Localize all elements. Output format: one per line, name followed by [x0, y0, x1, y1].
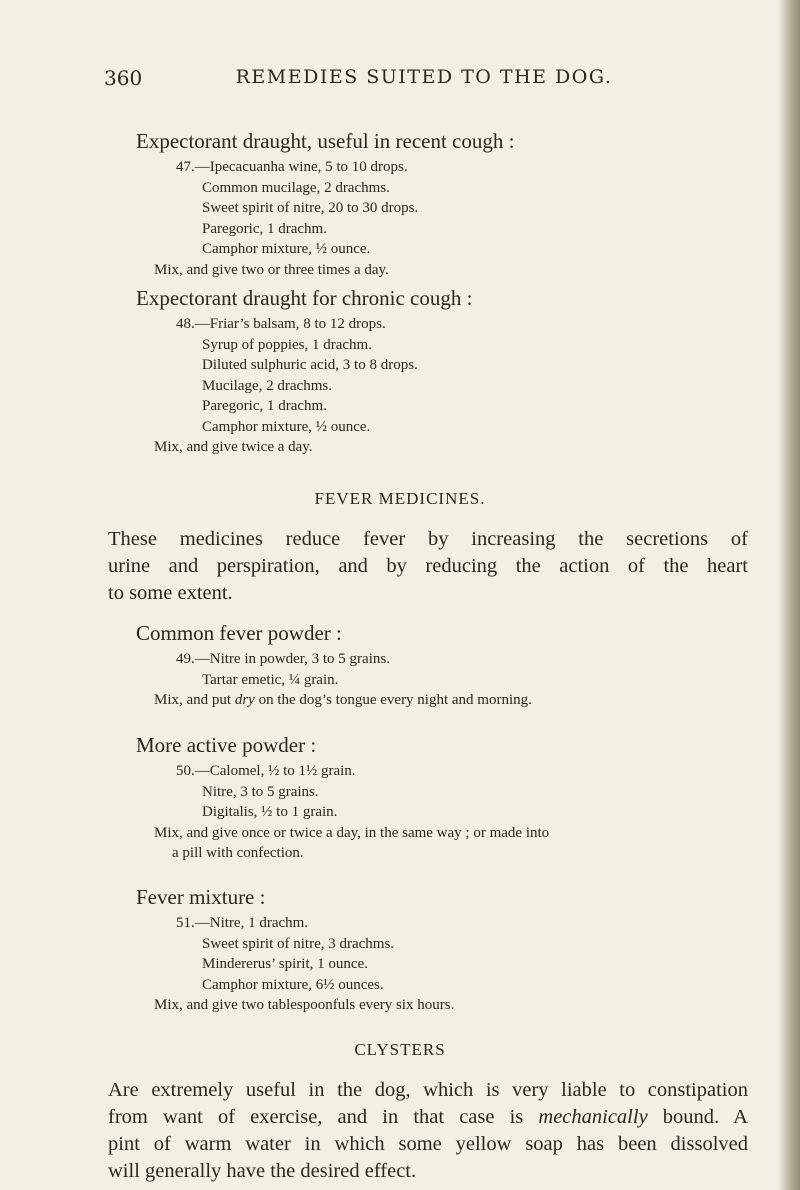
- directions-text: Mix, and put: [154, 692, 235, 708]
- recipe-line: 51.—Nitre, 1 drachm.: [176, 915, 309, 931]
- paragraph-line: to some extent.: [108, 582, 233, 604]
- recipe-line: Nitre, 3 to 5 grains.: [202, 783, 319, 800]
- paragraph-fever-medicines: [108, 526, 748, 607]
- recipe-51: [154, 913, 455, 1016]
- recipe-50: [154, 761, 550, 864]
- heading-expectorant-chronic: Expectorant draught for chronic cough :: [136, 286, 473, 310]
- directions-text: on the dog’s tongue every night and morning.: [254, 692, 532, 708]
- recipe-directions: Mix, and give two or three times a day.: [154, 261, 389, 278]
- recipe-directions: Mix, and give once or twice a day, in the same way ; or made into: [154, 824, 550, 841]
- recipe-line: 48.—Friar’s balsam, 8 to 12 drops.: [176, 316, 386, 332]
- paragraph-clysters: [108, 1077, 748, 1185]
- paragraph-line: These medicines reduce fever by increasing the secretions of: [108, 528, 748, 550]
- recipe-directions: Mix, and give two tablespoonfuls every six hours.: [154, 997, 455, 1013]
- recipe-line: Diluted sulphuric acid, 3 to 8 drops.: [202, 357, 418, 373]
- recipe-49: [154, 649, 532, 711]
- heading-fever-mixture: Fever mixture :: [136, 885, 266, 909]
- directions-emphasis: dry: [234, 692, 255, 708]
- recipe-line: Syrup of poppies, 1 drachm.: [202, 336, 372, 353]
- page-edge-shadow: [778, 0, 800, 1190]
- recipe-line: Sweet spirit of nitre, 3 drachms.: [202, 935, 395, 952]
- paragraph-line: [108, 1104, 748, 1131]
- recipe-line: Tartar emetic, ¼ grain.: [202, 671, 339, 688]
- recipe-line: Common mucilage, 2 drachms.: [202, 179, 390, 196]
- recipe-line: 47.—Ipecacuanha wine, 5 to 10 drops.: [176, 159, 408, 175]
- section-title-fever-medicines: FEVER MEDICINES.: [314, 489, 486, 508]
- paragraph-text: bound. A: [647, 1106, 748, 1128]
- recipe-line: Camphor mixture, 6½ ounces.: [202, 976, 384, 993]
- recipe-48: [154, 314, 418, 458]
- recipe-line: Mucilage, 2 drachms.: [202, 377, 332, 394]
- paragraph-text: from want of exercise, and in that case is: [108, 1106, 539, 1128]
- recipe-directions: [154, 690, 532, 711]
- paragraph-emphasis: mechanically: [538, 1106, 648, 1128]
- running-title: REMEDIES SUITED TO THE DOG.: [235, 66, 613, 88]
- paragraph-line: pint of warm water in which some yellow soap has been dissolved: [108, 1133, 748, 1155]
- recipe-line: Camphor mixture, ½ ounce.: [202, 418, 371, 435]
- recipe-line: Mindererus’ spirit, 1 ounce.: [202, 956, 368, 972]
- recipe-line: 50.—Calomel, ½ to 1½ grain.: [176, 763, 356, 779]
- recipe-47: [154, 157, 419, 280]
- recipe-line: Sweet spirit of nitre, 20 to 30 drops.: [202, 200, 419, 216]
- running-head: [104, 66, 704, 96]
- section-title-clysters: CLYSTERS: [354, 1040, 446, 1059]
- recipe-line: Paregoric, 1 drachm.: [202, 398, 327, 414]
- heading-common-fever-powder: Common fever powder :: [136, 621, 342, 645]
- recipe-line: Paregoric, 1 drachm.: [202, 220, 327, 237]
- paragraph-line: Are extremely useful in the dog, which is very liable to constipation: [108, 1079, 748, 1101]
- page-number: 360: [104, 66, 143, 90]
- recipe-line: Camphor mixture, ½ ounce.: [202, 241, 371, 257]
- heading-more-active-powder: More active powder :: [136, 733, 317, 757]
- recipe-line: Digitalis, ½ to 1 grain.: [202, 804, 338, 820]
- paragraph-line: will generally have the desired effect.: [108, 1160, 417, 1182]
- heading-expectorant-recent: Expectorant draught, useful in recent cough :: [136, 129, 515, 153]
- recipe-directions: Mix, and give twice a day.: [154, 439, 313, 455]
- recipe-line: 49.—Nitre in powder, 3 to 5 grains.: [176, 651, 390, 667]
- paragraph-line: urine and perspiration, and by reducing the action of the heart: [108, 555, 748, 577]
- recipe-directions-cont: a pill with confection.: [172, 845, 304, 861]
